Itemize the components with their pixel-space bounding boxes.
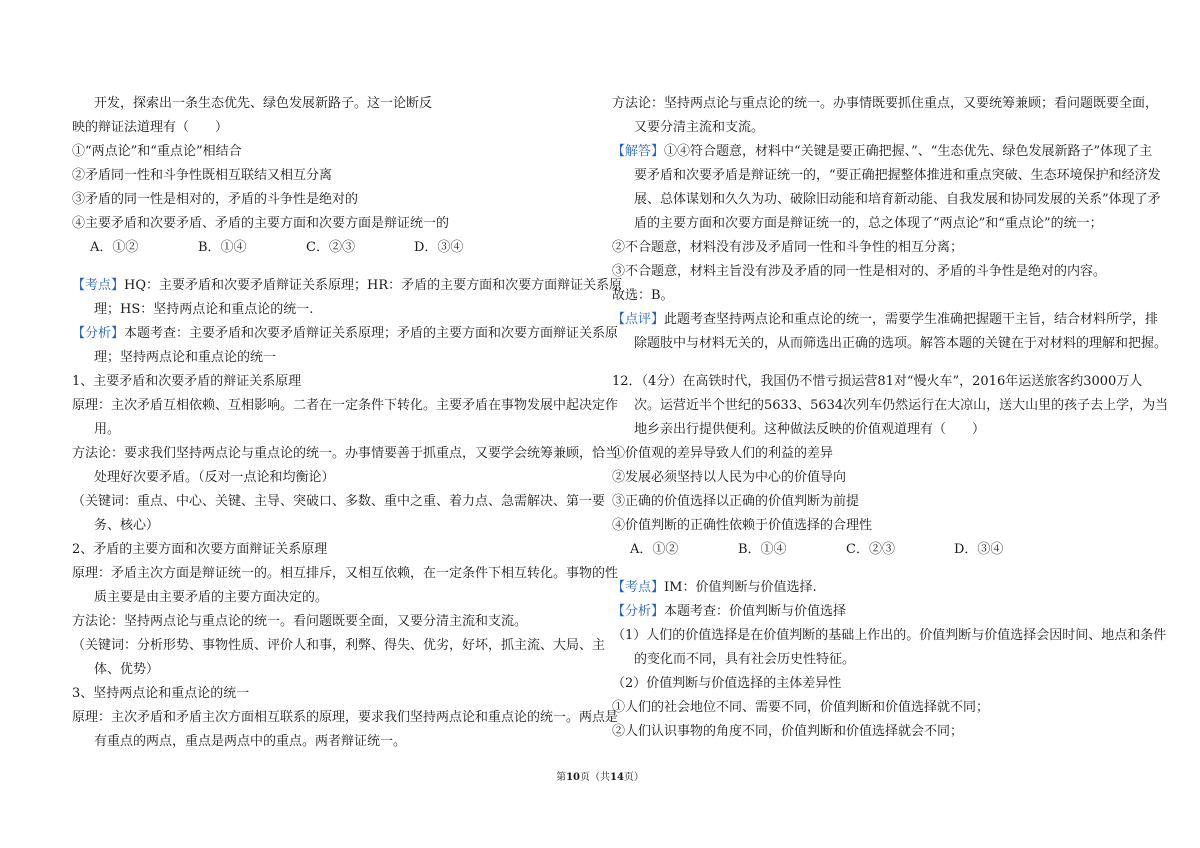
answer-choice-text: 故选：B。 [612, 288, 674, 303]
paragraph-text: 原理：主次矛盾互相依赖、互相影响。二者在一定条件下转化。主要矛盾在事物发展中起决定作 [72, 398, 619, 413]
paragraph-text: （1）人们的价值选择是在价值判断的基础上作出的。价值判断与价值选择会因时间、地点和条件 [612, 628, 1167, 643]
paragraph-text: 用。 [94, 422, 121, 437]
question-12-text: 地乡亲出行提供便利。这种做法反映的价值观道理有（ ） [634, 422, 986, 437]
page-total: 14 [610, 772, 624, 783]
jieda-text: 要矛盾和次要矛盾是辩证统一的，“要正确把握整体推进和重点突破、生态环境保护和经济发 [634, 168, 1161, 183]
keywords-text: 务、核心） [94, 518, 160, 533]
fenxi-text: 本题考查：主要矛盾和次要矛盾辩证关系原理；矛盾的主要方面和次要方面辩证关系原 [124, 326, 619, 341]
paragraph-text: 质主要是由主要矛盾的主要方面决定的。 [94, 590, 329, 605]
section-heading: 3、坚持两点论和重点论的统一 [72, 686, 250, 701]
choice-b: B．①④ [198, 240, 247, 255]
jieda-text: 盾的主要方面和次要方面是辩证统一的，总之体现了“两点论”和“重点论”的统一； [634, 216, 1103, 231]
section-heading: 2、矛盾的主要方面和次要方面辩证关系原理 [72, 542, 328, 557]
choice-a: A．①② [630, 542, 679, 557]
paragraph-text: 又要分清主流和支流。 [634, 120, 765, 135]
keywords-text: （关键词：重点、中心、关键、主导、突破口、多数、重中之重、着力点、急需解决、第一要 [72, 494, 606, 509]
jieda-text: ②不合题意，材料没有涉及矛盾同一性和斗争性的相互分离； [612, 240, 964, 255]
statement-option: ②矛盾同一性和斗争性既相互联结又相互分离 [72, 168, 333, 183]
right-column [612, 92, 1169, 744]
statement-option: ④价值判断的正确性依赖于价值选择的合理性 [612, 518, 873, 533]
page-footer [0, 771, 1200, 785]
statement-option: ④主要矛盾和次要矛盾、矛盾的主要方面和次要方面是辩证统一的 [72, 216, 450, 231]
paragraph-text: 方法论：要求我们坚持两点论与重点论的统一。办事情要善于抓重点，又要学会统筹兼顾，恰当 [72, 446, 619, 461]
paragraph-text: （2）价值判断与价值选择的主体差异性 [612, 676, 842, 691]
kaodian-line [612, 576, 1132, 600]
statement-option: ③矛盾的同一性是相对的，矛盾的斗争性是绝对的 [72, 192, 359, 207]
question-text: 开发，探索出一条生态优先、绿色发展新路子。这一论断反 [94, 96, 433, 111]
statement-option: ①价值观的差异导致人们的利益的差异 [612, 446, 834, 461]
paragraph-text: 方法论：坚持两点论与重点论的统一。办事情既要抓住重点，又要统筹兼顾；看问题既要全面， [612, 96, 1159, 111]
question-12-text: 次。运营近半个世纪的5633、5634次列车仍然运行在大凉山，送大山里的孩子去上学，为当 [634, 398, 1169, 413]
keywords-text: 体、优势） [94, 662, 160, 677]
paragraph-text: 处理好次要矛盾。（反对一点论和均衡论） [94, 470, 335, 485]
jieda-tag: 【解答】 [612, 144, 665, 159]
kaodian-text: HQ：主要矛盾和次要矛盾辩证关系原理；HR：矛盾的主要方面和次要方面辩证关系原 [124, 278, 623, 293]
left-column [72, 92, 623, 754]
section-heading: 1、主要矛盾和次要矛盾的辩证关系原理 [72, 374, 302, 389]
fenxi-line [612, 600, 1132, 624]
page-number: 10 [566, 772, 580, 783]
choice-d: D．③④ [414, 240, 464, 255]
fenxi-text: 本题考查：价值判断与价值选择 [664, 604, 847, 619]
footer-text: 第 [556, 772, 567, 783]
paragraph-text: ①人们的社会地位不同、需要不同，价值判断和价值选择就不同； [612, 700, 990, 715]
kaodian-tag: 【考点】 [72, 278, 125, 293]
fenxi-tag: 【分析】 [612, 604, 665, 619]
question-text: 映的辩证法道理有（ ） [72, 120, 229, 135]
kaodian-text: IM：价值判断与价值选择. [664, 580, 817, 595]
paragraph-text: 原理：主次矛盾和矛盾主次方面相互联系的原理，要求我们坚持两点论和重点论的统一。两点是 [72, 710, 619, 725]
keywords-text: （关键词：分析形势、事物性质、评价人和事，利弊、得失、优劣，好坏，抓主流、大局、主 [72, 638, 606, 653]
jieda-text: 展、总体谋划和久久为功、破除旧动能和培育新动能、自我发展和协同发展的关系”体现了矛 [634, 192, 1161, 207]
footer-text: 页） [623, 772, 644, 783]
footer-text: 页（共 [580, 772, 610, 783]
fenxi-tag: 【分析】 [72, 326, 125, 341]
choice-c: C．②③ [846, 542, 895, 557]
paragraph-text: 有重点的两点，重点是两点中的重点。两者辩证统一。 [94, 734, 407, 749]
paragraph-text: 的变化而不同，具有社会历史性特征。 [634, 652, 856, 667]
jieda-line [612, 140, 1153, 164]
kaodian-text: 理；HS：坚持两点论和重点论的统一. [94, 302, 314, 317]
paragraph-text: 方法论：坚持两点论与重点论的统一。看问题既要全面，又要分清主流和支流。 [72, 614, 528, 629]
choice-d: D．③④ [954, 542, 1004, 557]
paragraph-text: ②人们认识事物的角度不同，价值判断和价值选择就会不同； [612, 724, 964, 739]
answer-choices [612, 538, 1132, 562]
statement-option: ②发展必须坚持以人民为中心的价值导向 [612, 470, 847, 485]
fenxi-line [72, 322, 619, 346]
dianping-line [612, 308, 1159, 332]
statement-option: ③正确的价值选择以正确的价值判断为前提 [612, 494, 860, 509]
choice-b: B．①④ [738, 542, 787, 557]
kaodian-tag: 【考点】 [612, 580, 665, 595]
dianping-text: 除题肢中与材料无关的，从而筛选出正确的选项。解答本题的关键在于对材料的理解和把握。 [634, 336, 1168, 351]
dianping-text: 此题考查坚持两点论和重点论的统一，需要学生准确把握题干主旨，结合材料所学，排 [664, 312, 1159, 327]
jieda-text: ①④符合题意，材料中“关键是要正确把握、”、“生态优先、绿色发展新路子”体现了主 [664, 144, 1153, 159]
paragraph-text: 原理：矛盾主次方面是辩证统一的。相互排斥，又相互依赖，在一定条件下相互转化。事物的性 [72, 566, 619, 581]
choice-c: C．②③ [306, 240, 355, 255]
dianping-tag: 【点评】 [612, 312, 665, 327]
answer-choices [72, 236, 588, 260]
fenxi-text: 理；坚持两点论和重点论的统一 [94, 350, 277, 365]
kaodian-line [72, 274, 623, 298]
jieda-text: ③不合题意，材料主旨没有涉及矛盾的同一性是相对的、矛盾的斗争性是绝对的内容。 [612, 264, 1107, 279]
statement-option: ①“两点论”和“重点论”相结合 [72, 144, 242, 159]
choice-a: A．①② [90, 240, 139, 255]
question-12-text: 12．（4分）在高铁时代，我国仍不惜亏损运营81对“慢火车”，2016年运送旅客约3000万人 [612, 374, 1143, 389]
